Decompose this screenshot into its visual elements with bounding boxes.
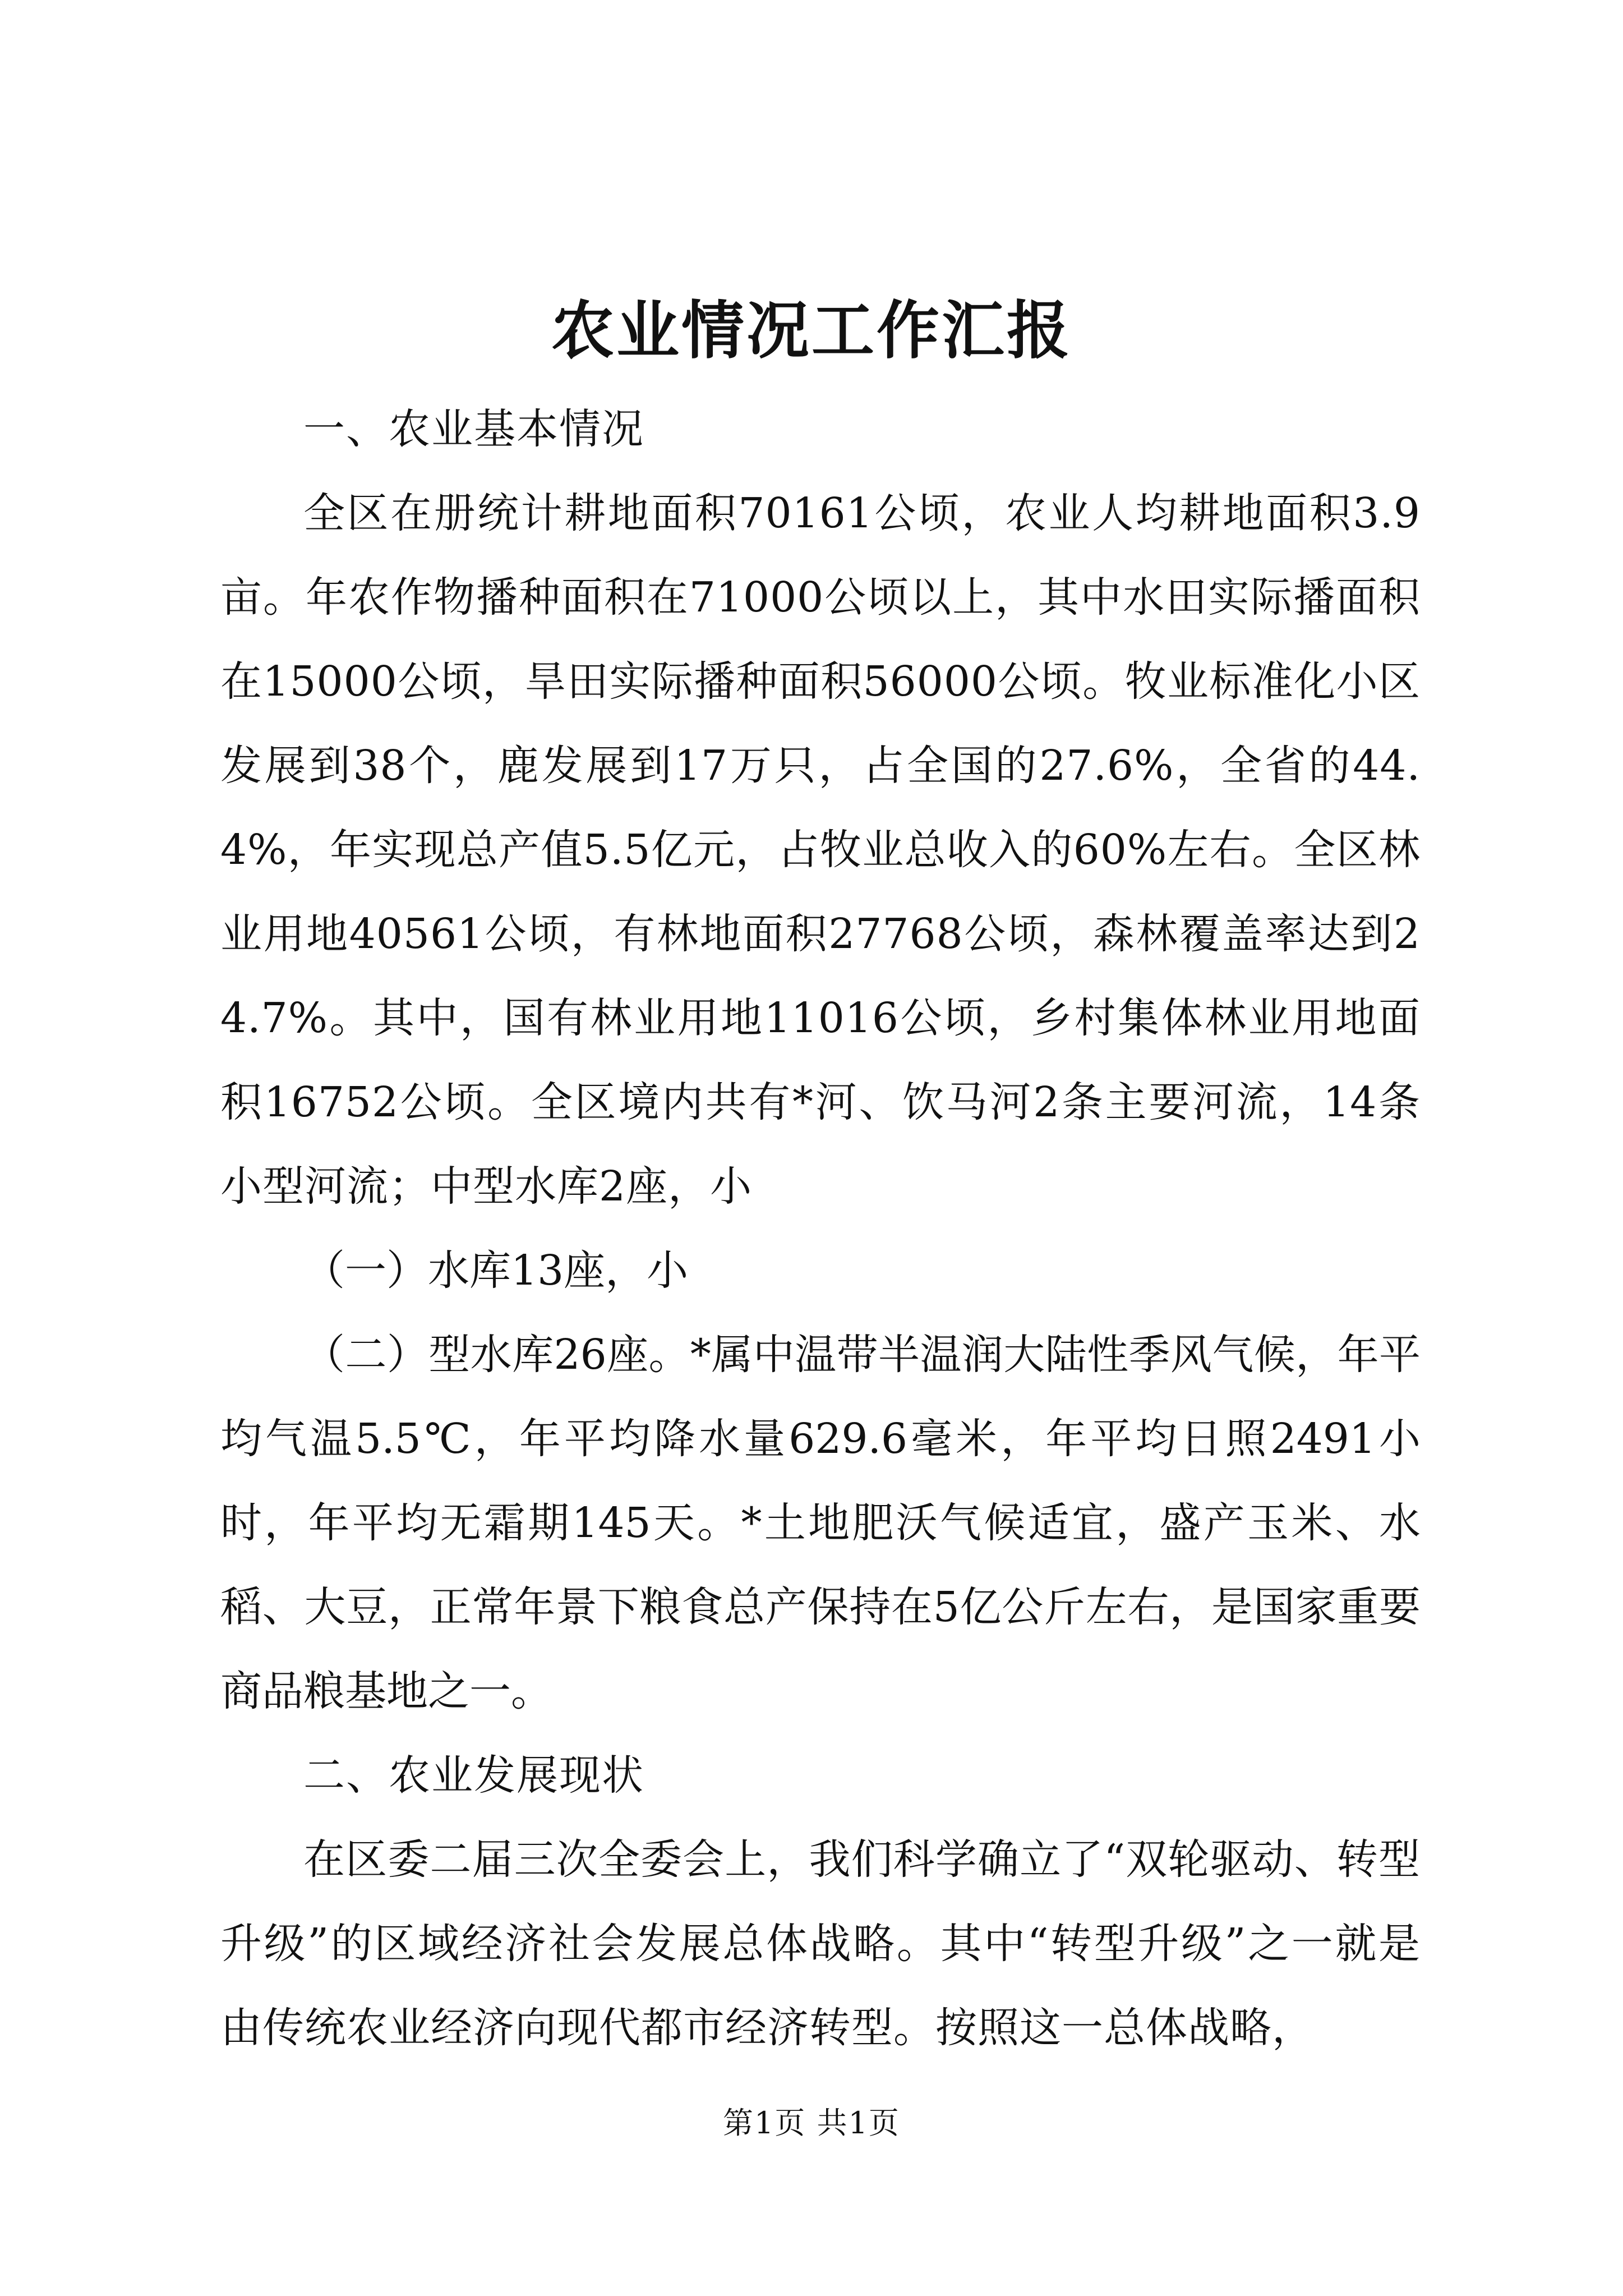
document-title: 农业情况工作汇报: [551, 294, 1072, 367]
section-heading-development-status: 二、农业发展现状: [303, 1751, 644, 1800]
subsection-climate: （二）型水库26座。*属中温带半温润大陆性季风气候，年平均气温5.5℃，年平均降水量629.6毫米，年平均日照2491小时，年平均无霜期145天。*土地肥沃气候适宜，盛产玉米、水稻、大豆，正常年景下粮食总产保持在5亿公斤左右，是国家重要商品粮基地之一。: [220, 1331, 1421, 1715]
paragraph-basic-situation: 全区在册统计耕地面积70161公顷，农业人均耕地面积3.9亩。年农作物播种面积在71000公顷以上，其中水田实际播面积在15000公顷，旱田实际播种面积56000公顷。牧业标准化小区发展到38个，鹿发展到17万只，占全国的27.6%，全省的44.4%，年实现总产值5.5亿元，占牧业总收入的60%左右。全区林业用地40561公顷，有林地面积27768公顷，森林覆盖率达到24.7%。其中，国有林业用地11016公顷，乡村集体林业用地面积16752公顷。全区境内共有*河、饮马河2条主要河流，14条小型河流；中型水库2座，小: [220, 489, 1421, 1211]
document-body: [220, 387, 1421, 2070]
subsection-reservoirs: （一）水库13座，小: [303, 1246, 689, 1295]
page-footer: 第1页 共1页: [723, 2105, 900, 2141]
paragraph-development-status: 在区委二届三次全委会上，我们科学确立了“双轮驱动、转型升级”的区域经济社会发展总体战略。其中“转型升级”之一就是由传统农业经济向现代都市经济转型。按照这一总体战略，: [220, 1835, 1421, 2052]
section-heading-basic-situation: 一、农业基本情况: [303, 405, 644, 453]
